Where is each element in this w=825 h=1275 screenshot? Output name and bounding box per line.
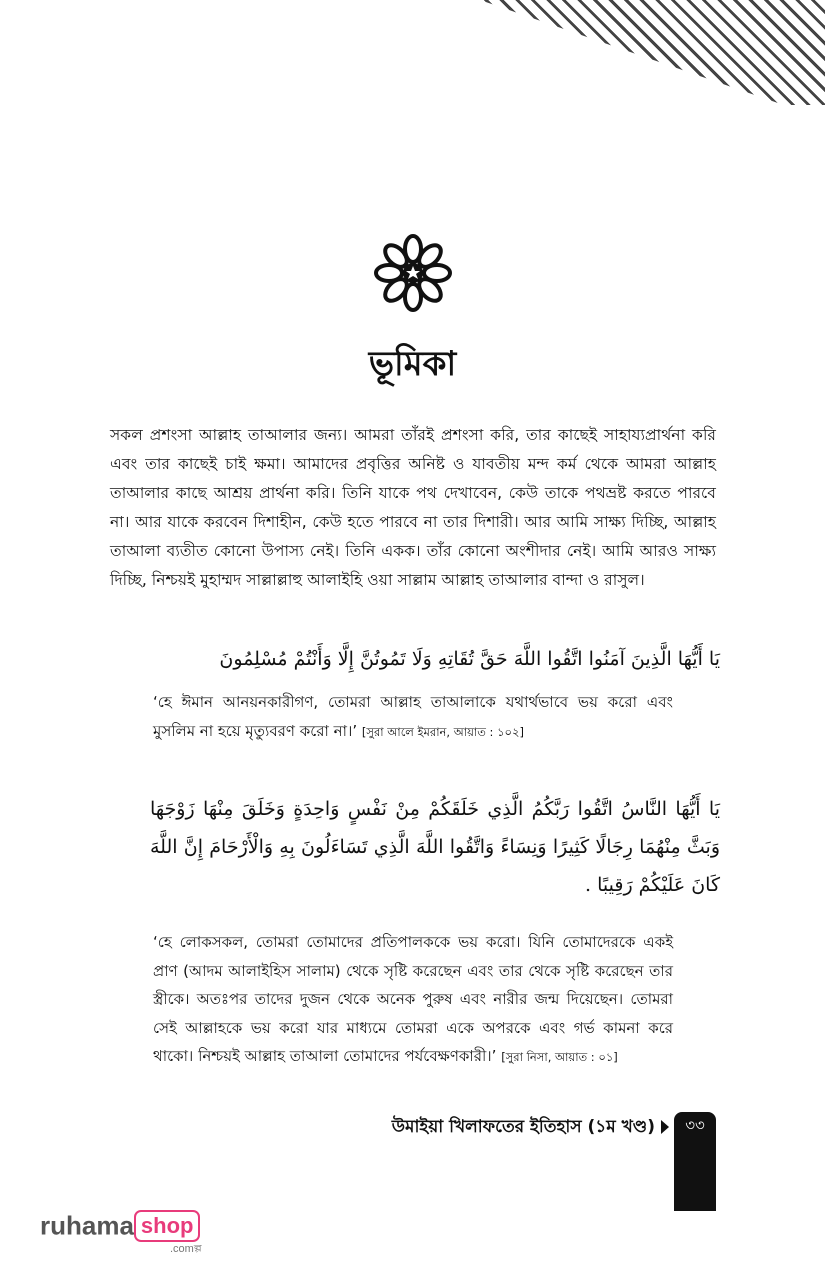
brand-shop-word: shop xyxy=(140,1213,194,1238)
brand-name: ruhama xyxy=(40,1210,134,1241)
page-number-tab xyxy=(674,1112,716,1211)
brand-shop-box xyxy=(134,1210,201,1242)
arabic-verse-1: يَا أَيُّهَا الَّذِينَ آمَنُوا اتَّقُوا اللَّهَ حَقَّ تُقَاتِهِ وَلَا تَمُوتُنَّ إِلَّا وَأَنْتُمْ مُسْلِمُونَ xyxy=(219,648,720,670)
translation-text: ‘হে ঈমান আনয়নকারীগণ, তোমরা আল্লাহ তাআলাকে যথার্থভাবে ভয় করো এবং মুসলিম না হয়ে মৃত্যুবরণ করো না।’ xyxy=(153,693,673,740)
arabic-verse-2: يَا أَيُّهَا النَّاسُ اتَّقُوا رَبَّكُمُ الَّذِي خَلَقَكُمْ مِنْ نَفْسٍ وَاحِدَةٍ وَخَلَقَ مِنْهَا زَوْجَهَا وَبَثَّ مِنْهُمَا رِجَالًا كَثِيرًا وَنِسَاءً وَاتَّقُوا اللَّهَ الَّذِي تَسَاءَلُونَ بِهِ وَالْأَرْحَامَ إِنَّ اللَّهَ كَانَ عَلَيْكُمْ رَقِيبًا . xyxy=(150,798,720,896)
floral-ornament-icon xyxy=(373,233,453,313)
intro-paragraph: সকল প্রশংসা আল্লাহ তাআলার জন্য। আমরা তাঁরই প্রশংসা করি, তার কাছেই সাহায্যপ্রার্থনা করি এবং তার কাছেই চাই ক্ষমা। আমাদের প্রবৃত্তির অনিষ্ট ও যাবতীয় মন্দ কর্ম থেকে আমরা আল্লাহ তাআলার কাছে আশ্রয় প্রার্থনা করি। তিনি যাকে পথ দেখাবেন, কেউ তাকে পথভ্রষ্ট করতে পারবে না। আর যাকে করবেন দিশাহীন, কেউ হতে পারবে না তার দিশারী। আর আমি সাক্ষ্য দিচ্ছি, আল্লাহ তাআলা ব্যতীত কোনো উপাস্য নেই। তিনি একক। তাঁর কোনো অংশীদার নেই। আমি আরও সাক্ষ্য দিচ্ছি, নিশ্চয়ই মুহাম্মদ সাল্লাল্লাহু আলাইহি ওয়া সাল্লাম আল্লাহ তাআলার বান্দা ও রাসুল। xyxy=(110,426,716,589)
translation-text: ‘হে লোকসকল, তোমরা তোমাদের প্রতিপালককে ভয় করো। যিনি তোমাদেরকে একই প্রাণ (আদম আলাইহিস সালাম) থেকে সৃষ্টি করেছেন এবং তার থেকে সৃষ্টি করেছেন তার স্ত্রীকে। অতঃপর তাদের দুজন থেকে অনেক পুরুষ এবং নারীর জন্ম দিয়েছেন। তোমরা সেই আল্লাহকে ভয় করো যার মাধ্যমে তোমরা একে অপরকে এবং গর্ভ কামনা করে থাকো। নিশ্চয়ই আল্লাহ তাআলা তোমাদের পর্যবেক্ষণকারী।’ xyxy=(153,933,673,1065)
brand-domain: .comল্প xyxy=(170,1243,202,1255)
corner-stripes-decoration xyxy=(480,0,825,105)
verse-translation-1 xyxy=(153,688,673,746)
brand-logo xyxy=(40,1210,200,1255)
verse-reference: [সুরা আলে ইমরান, আয়াত : ১০২] xyxy=(361,724,524,739)
page-title: ভূমিকা xyxy=(368,344,457,384)
page-number: ৩৩ xyxy=(685,1116,705,1134)
verse-translation-2 xyxy=(153,928,673,1072)
play-arrow-icon xyxy=(661,1120,669,1134)
verse-reference: [সুরা নিসা, আয়াত : ০১] xyxy=(501,1050,618,1064)
book-title: উমাইয়া খিলাফতের ইতিহাস (১ম খণ্ড) xyxy=(391,1117,655,1137)
